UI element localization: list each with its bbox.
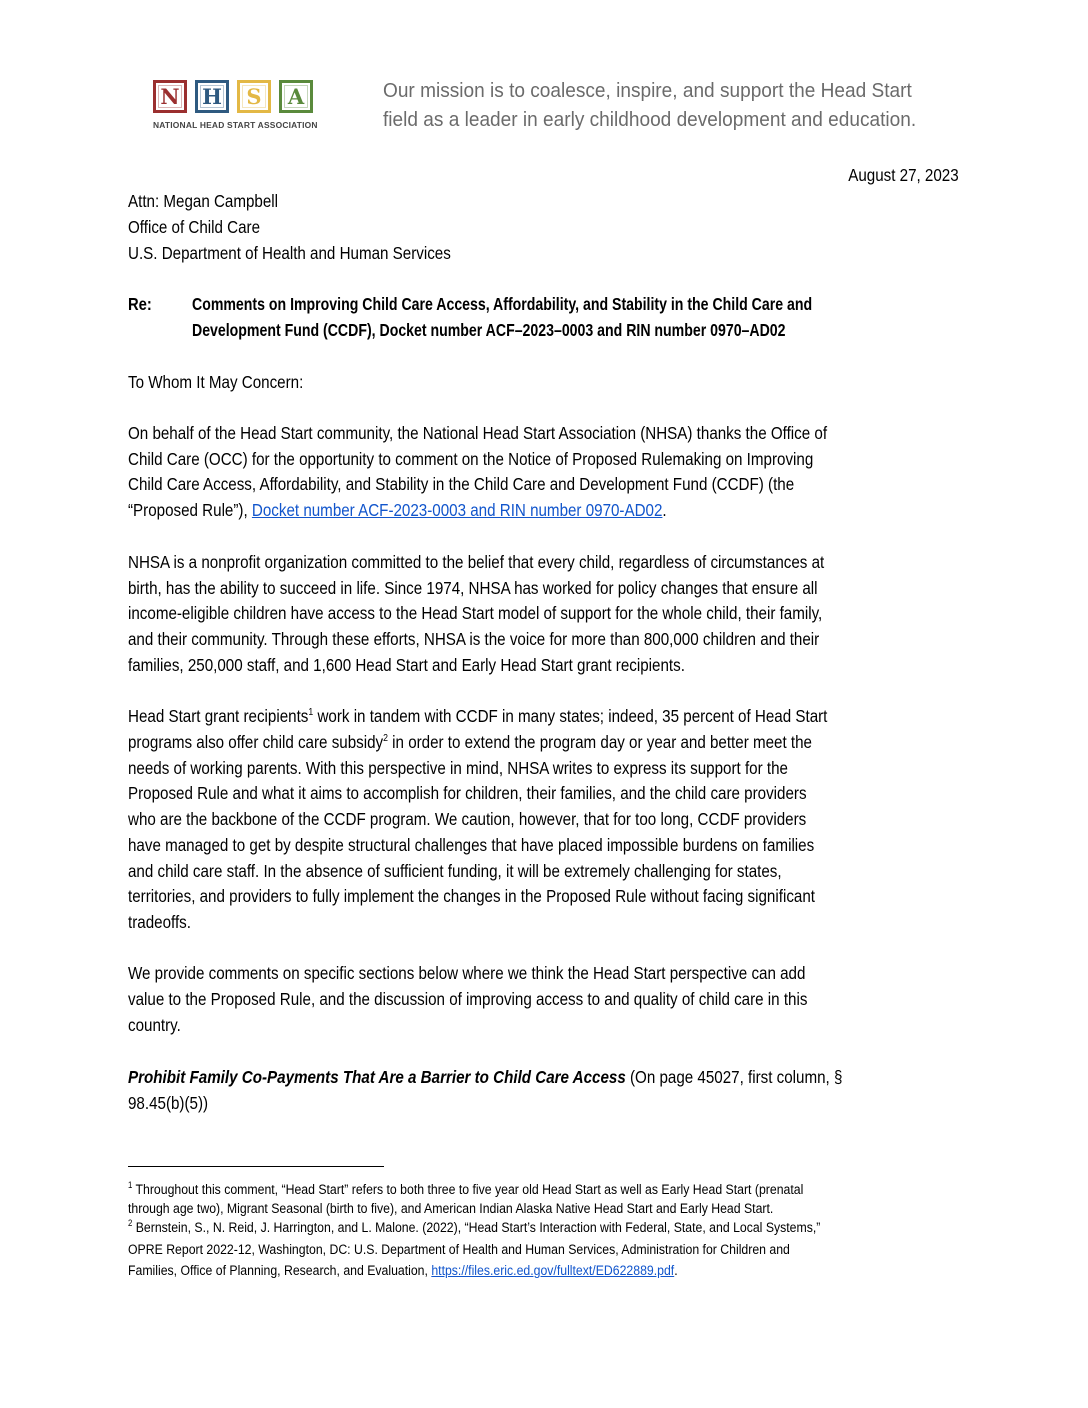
footnote-line: [128, 1218, 820, 1239]
recipient-attn: Attn: Megan Campbell: [128, 191, 279, 211]
paragraph-line: and child care staff. In the absence of sufficient funding, it will be extremely challenging for states,: [128, 861, 782, 881]
paragraph-line: have managed to get by despite structural challenges that have placed impossible burdens on families: [128, 835, 815, 855]
paragraph-line: [128, 704, 827, 730]
subject-line: Development Fund (CCDF), Docket number ACF–2023–0003 and RIN number 0970–AD02: [192, 319, 786, 340]
text-span: in order to extend the program day or year and better meet the: [387, 732, 812, 752]
subject-label: Re:: [128, 294, 152, 314]
nhsa-logo: [153, 80, 335, 130]
footnote-marker: 2: [128, 1218, 133, 1228]
paragraph-line: territories, and providers to fully implement the changes in the Proposed Rule without facing significant: [128, 886, 815, 906]
paragraph-line: birth, has the ability to succeed in life. Since 1974, NHSA has worked for policy changes that ensure all: [128, 578, 818, 598]
tagline-line: Our mission is to coalesce, inspire, and support the Head Start: [383, 79, 912, 102]
text-span: work in tandem with CCDF in many states; indeed, 35 percent of Head Start: [313, 706, 828, 726]
paragraph-line: tradeoffs.: [128, 912, 191, 932]
paragraph-line: We provide comments on specific sections below where we think the Head Start perspective can add: [128, 963, 806, 983]
footnote-line: [128, 1261, 678, 1282]
logo-letter-s: S: [237, 80, 271, 113]
paragraph-line: families, 250,000 staff, and 1,600 Head Start and Early Head Start grant recipients.: [128, 655, 685, 675]
salutation: To Whom It May Concern:: [128, 372, 304, 392]
text-span: Families, Office of Planning, Research, and Evaluation,: [128, 1263, 432, 1279]
text-span: .: [674, 1263, 678, 1279]
text-span: “Proposed Rule”),: [128, 500, 252, 520]
subject-text: [192, 292, 812, 344]
logo-letter-a: A: [279, 80, 313, 113]
recipient-office: Office of Child Care: [128, 217, 261, 237]
paragraph-line: On behalf of the Head Start community, the National Head Start Association (NHSA) thanks the Office of: [128, 423, 828, 443]
text-span: programs also offer child care subsidy: [128, 732, 384, 752]
paragraph-line: [128, 498, 667, 524]
footnote-divider: [128, 1166, 384, 1167]
section-heading-line: [128, 1065, 842, 1091]
footnote-ref-2[interactable]: 2: [383, 733, 388, 744]
text-span: .: [662, 500, 667, 520]
paragraph-line: Proposed Rule and what it aims to accomplish for children, their families, and the child care providers: [128, 783, 807, 803]
paragraph-line: [128, 730, 812, 756]
section-reference-line: 98.45(b)(5)): [128, 1093, 209, 1113]
section-reference: (On page 45027, first column, §: [625, 1067, 843, 1087]
docket-link[interactable]: Docket number ACF-2023-0003 and RIN number 0970-AD02: [251, 500, 663, 520]
text-span: Head Start grant recipients: [128, 706, 309, 726]
subject-line: Comments on Improving Child Care Access, Affordability, and Stability in the Child Care and: [192, 294, 813, 314]
paragraph-line: NHSA is a nonprofit organization committed to the belief that every child, regardless of circumstances at: [128, 552, 825, 572]
paragraph-line: Child Care (OCC) for the opportunity to comment on the Notice of Proposed Rulemaking on Improving: [128, 449, 814, 469]
footnote-line: OPRE Report 2022-12, Washington, DC: U.S. Department of Health and Human Services, Administration for Children and: [128, 1242, 790, 1258]
footnote-ref-1[interactable]: 1: [308, 707, 314, 718]
tagline-line: field as a leader in early childhood development and education.: [383, 107, 917, 131]
paragraph-line: needs of working parents. With this perspective in mind, NHSA writes to express its support for the: [128, 758, 788, 778]
letter-date: August 27, 2023: [848, 165, 959, 185]
paragraph-line: income-eligible children have access to the Head Start model of support for the whole child, their family,: [128, 603, 823, 623]
recipient-department: U.S. Department of Health and Human Services: [128, 243, 451, 263]
mission-tagline: [383, 77, 956, 134]
paragraph-line: country.: [128, 1015, 181, 1035]
text-span: Bernstein, S., N. Reid, J. Harrington, and L. Malone. (2022), “Head Start’s Interaction with Federal, State, and Local Systems,”: [132, 1220, 821, 1236]
eric-report-link[interactable]: https://files.eric.ed.gov/fulltext/ED622889.pdf: [431, 1263, 675, 1279]
section-title: Prohibit Family Co-Payments That Are a Barrier to Child Care Access: [128, 1067, 626, 1087]
footnote-marker: 1: [128, 1180, 133, 1190]
footnote-line: [128, 1180, 803, 1201]
logo-letter-boxes: [153, 80, 335, 113]
text-span: Throughout this comment, “Head Start” refers to both three to five year old Head Start as well as Early Head Start (prenatal: [132, 1182, 804, 1198]
paragraph-line: and their community. Through these efforts, NHSA is the voice for more than 800,000 children and their: [128, 629, 820, 649]
logo-letter-h: H: [195, 80, 229, 113]
paragraph-line: Child Care Access, Affordability, and Stability in the Child Care and Development Fund (CCDF) (the: [128, 474, 795, 494]
paragraph-line: who are the backbone of the CCDF program. We caution, however, that for too long, CCDF providers: [128, 809, 807, 829]
logo-caption: NATIONAL HEAD START ASSOCIATION: [153, 120, 318, 130]
paragraph-line: value to the Proposed Rule, and the discussion of improving access to and quality of child care in this: [128, 989, 808, 1009]
footnote-line: through age two), Migrant Seasonal (birth to five), and American Indian Alaska Native Head Start and Early Head Start.: [128, 1201, 774, 1217]
logo-letter-n: N: [153, 80, 187, 113]
